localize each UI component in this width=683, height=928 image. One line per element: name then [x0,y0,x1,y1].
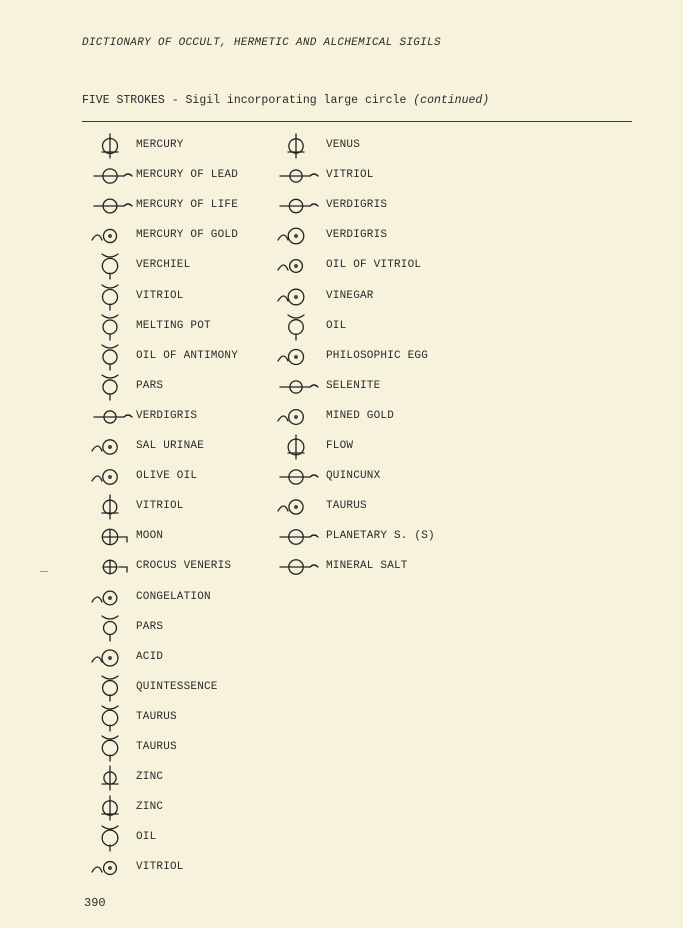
pars-sigil-icon [80,372,140,402]
flow-sigil-icon [266,432,326,462]
sigil-label: VITRIOL [136,500,184,513]
sigil-label: VITRIOL [326,169,374,182]
melting-pot-sigil-icon [80,312,140,342]
sigil-label: MINED GOLD [326,409,395,422]
sigil-label: VERCHIEL [136,259,191,272]
sigil-label: VITRIOL [136,861,184,874]
congelation-sigil-icon [80,583,140,613]
mercury-sigil-icon [80,131,140,161]
running-head: DICTIONARY OF OCCULT, HERMETIC AND ALCHEMICAL SIGILS [82,37,441,49]
zinc-sigil-icon [80,793,140,823]
sigil-label: PLANETARY S. (S) [326,530,435,543]
sigil-label: OIL [136,831,157,844]
crocus-veneris-sigil-icon [80,552,140,582]
sigil-label: MERCURY [136,139,184,151]
sigil-label: MINERAL SALT [326,560,408,573]
vitriol-sigil-icon [80,492,140,522]
vitriol-sigil-icon [266,161,326,191]
sigil-label: TAURUS [326,500,367,513]
sigil-label: OIL OF ANTIMONY [136,349,239,362]
oil-sigil-icon [266,312,326,342]
oil-of-antimony-sigil-icon [80,342,140,372]
taurus-sigil-icon [80,703,140,733]
sigil-label: CROCUS VENERIS [136,560,232,573]
sigil-label: PARS [136,379,164,392]
pars-sigil-icon [80,613,140,643]
sigil-label: QUINTESSENCE [136,680,218,693]
moon-sigil-icon [80,522,140,552]
page-number: 390 [84,896,106,910]
sigil-label: VINEGAR [326,289,374,302]
sigil-label: OIL [326,319,347,332]
philosophic-egg-sigil-icon [266,342,326,372]
vinegar-sigil-icon [266,282,326,312]
olive-oil-sigil-icon [80,462,140,492]
oil-of-vitriol-sigil-icon [266,251,326,281]
mercury-of-gold-sigil-icon [80,221,140,251]
sigil-label: VENUS [326,139,361,151]
vitriol-sigil-icon [80,282,140,312]
sigil-label: VERDIGRIS [326,229,388,242]
venus-sigil-icon [266,131,326,161]
sigil-label: FLOW [326,440,354,452]
sigil-label: MOON [136,530,164,543]
sigil-label: MERCURY OF GOLD [136,229,239,242]
verchiel-sigil-icon [80,251,140,281]
selenite-sigil-icon [266,372,326,402]
oil-sigil-icon [80,823,140,853]
sigil-label: SAL URINAE [136,440,205,452]
verdigris-sigil-icon [266,191,326,221]
heading-rule [82,121,632,122]
section-heading [82,94,489,107]
sigil-label: VITRIOL [136,289,184,302]
planetary-s-sigil-icon [266,522,326,552]
sigil-label: PHILOSOPHIC EGG [326,349,429,362]
sigil-label: ZINC [136,771,164,784]
sigil-label: CONGELATION [136,590,211,603]
vitriol-sigil-icon [80,853,140,883]
margin-mark [40,571,48,572]
continued-note: (continued) [413,94,490,107]
sigil-label: VERDIGRIS [136,409,198,422]
sigil-label: MELTING POT [136,319,211,332]
sigil-label: MERCURY OF LIFE [136,199,239,212]
sigil-label: QUINCUNX [326,470,381,483]
verdigris-sigil-icon [80,402,140,432]
sigil-label: MERCURY OF LEAD [136,169,239,182]
sigil-label: SELENITE [326,379,381,392]
sigil-label: OIL OF VITRIOL [326,259,422,272]
sigil-label: ZINC [136,801,164,814]
sigil-label: PARS [136,620,164,633]
taurus-sigil-icon [80,733,140,763]
quincunx-sigil-icon [266,462,326,492]
quintessence-sigil-icon [80,673,140,703]
sigil-label: TAURUS [136,741,177,753]
sal-urinae-sigil-icon [80,432,140,462]
mineral-salt-sigil-icon [266,552,326,582]
mined-gold-sigil-icon [266,402,326,432]
taurus-sigil-icon [266,492,326,522]
acid-sigil-icon [80,643,140,673]
mercury-of-lead-sigil-icon [80,161,140,191]
sigil-label: ACID [136,650,164,663]
zinc-sigil-icon [80,763,140,793]
sigil-label: VERDIGRIS [326,199,388,212]
mercury-of-life-sigil-icon [80,191,140,221]
sigil-label: TAURUS [136,710,177,723]
section-title: FIVE STROKES - Sigil incorporating large circle [82,94,407,107]
sigil-label: OLIVE OIL [136,470,198,483]
verdigris-sigil-icon [266,221,326,251]
